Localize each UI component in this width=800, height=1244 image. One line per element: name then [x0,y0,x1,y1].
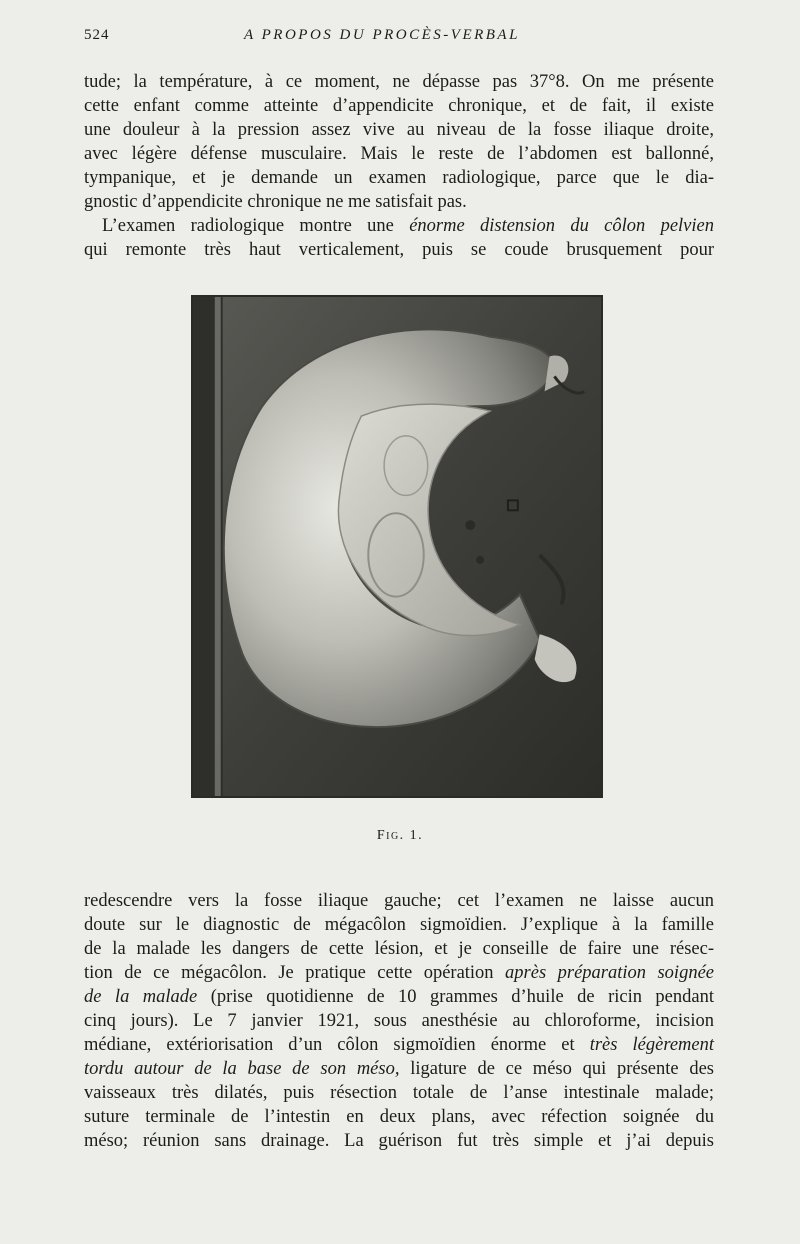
figure-photograph [191,295,603,798]
text-line [84,1057,714,1081]
text-line [84,214,714,238]
italic-text: tordu autour de la base de son méso, [84,1059,400,1079]
text-span: médiane, extériorisation d’un côlon sigmoïdien énorme et [84,1035,590,1055]
text-span: tion de ce mégacôlon. Je pratique cette opération [84,963,506,983]
text-span: (prise quotidienne de 10 grammes d’huile de ricin pendant [197,987,714,1007]
text-span: L’examen radiologique montre une [102,216,410,236]
figure-caption: Fig. 1. [376,828,424,843]
text-line: de la malade les dangers de cette lésion, et je conseille de faire une résec- [84,939,714,959]
running-head: A PROPOS DU PROCÈS-VERBAL [244,27,520,43]
text-line: tympanique, et je demande un examen radiologique, parce que le dia- [84,168,714,188]
paragraph-2 [84,214,714,262]
page-header [84,27,714,49]
text-line: redescendre vers la fosse iliaque gauche; cet l’examen ne laisse aucun [84,891,714,911]
italic-text: très légèrement [589,1035,715,1055]
text-line [84,1033,714,1057]
italic-text: énorme distension du côlon pelvien [409,216,714,236]
italic-text: de la malade [84,987,198,1007]
text-line: gnostic d’appendicite chronique ne me satisfait pas. [84,192,467,212]
paragraph-3 [84,889,714,1153]
text-span: ligature de ce méso qui présente des [399,1059,714,1079]
text-line: tude; la température, à ce moment, ne dépasse pas 37°8. On me présente [84,72,714,92]
text-line: cinq jours). Le 7 janvier 1921, sous anesthésie au chloroforme, incision [84,1011,714,1031]
colon-specimen-image [193,297,601,796]
text-line [84,985,714,1009]
text-line: vaisseaux très dilatés, puis résection totale de l’anse intestinale malade; [84,1083,714,1103]
text-line: avec légère défense musculaire. Mais le reste de l’abdomen est ballonné, [84,144,714,164]
paragraph-1 [84,70,714,214]
text-line: une douleur à la pression assez vive au niveau de la fosse iliaque droite, [84,120,714,140]
text-line: suture terminale de l’intestin en deux plans, avec réfection soignée du [84,1107,714,1127]
text-line: méso; réunion sans drainage. La guérison fut très simple et j’ai depuis [84,1131,714,1151]
text-line: doute sur le diagnostic de mégacôlon sigmoïdien. J’explique à la famille [84,915,714,935]
text-line [84,961,714,985]
text-line: cette enfant comme atteinte d’appendicite chronique, et de fait, il existe [84,96,714,116]
italic-text: après préparation soignée [505,963,714,983]
text-line: qui remonte très haut verticalement, puis se coude brusquement pour [84,240,714,260]
page-number: 524 [84,27,110,43]
